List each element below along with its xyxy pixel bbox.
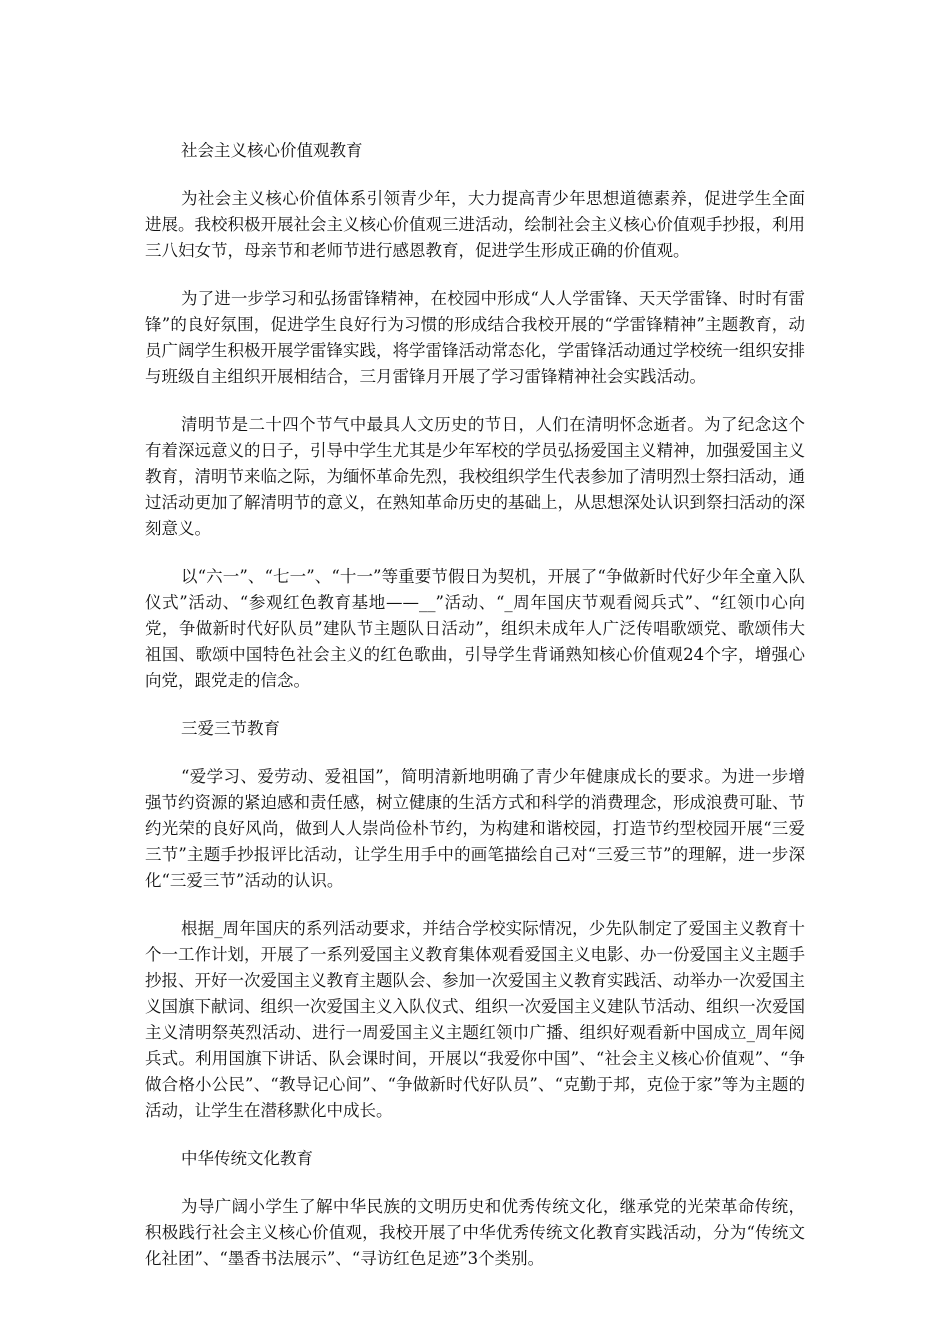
section-heading-three-loves: 三爱三节教育 [181, 719, 280, 738]
paragraph-festivals: 以“六一”、“七一”、“十一”等重要节假日为契机，开展了“争做新时代好少年全童入队仪式”活动、“参观红色教育基地——__”活动、“_周年国庆节观看阅兵式”、“红领巾心向党，争做新时代好队员”建队节主题队日活动”，组织未成年人广泛传唱歌颂党、歌颂伟大祖国、歌颂中国特色社会主义的红色歌曲，引导学生背诵熟知核心价值观24个字，增强心向党，跟党走的信念。 [145, 567, 805, 690]
paragraph-lei-feng: 为了进一步学习和弘扬雷锋精神，在校园中形成“人人学雷锋、天天学雷锋、时时有雷锋”的良好氛围，促进学生良好行为习惯的形成结合我校开展的“学雷锋精神”主题教育，动员广阔学生积极开展学雷锋实践，将学雷锋活动常态化，学雷锋活动通过学校统一组织安排与班级自主组织开展相结合，三月雷锋月开展了学习雷锋精神社会实践活动。 [145, 289, 805, 386]
paragraph-three-loves: “爱学习、爱劳动、爱祖国”，简明清新地明确了青少年健康成长的要求。为进一步增强节约资源的紧迫感和责任感，树立健康的生活方式和科学的消费理念，形成浪费可耻、节约光荣的良好风尚，做到人人崇尚俭朴节约，为构建和谐校园，打造节约型校园开展“三爱三节”主题手抄报评比活动，让学生用手中的画笔描绘自己对“三爱三节”的理解，进一步深化“三爱三节”活动的认识。 [145, 767, 805, 890]
section-heading-core-values: 社会主义核心价值观教育 [181, 141, 363, 160]
paragraph-patriotic-plan: 根据_周年国庆的系列活动要求，并结合学校实际情况，少先队制定了爱国主义教育十个一工作计划，开展了一系列爱国主义教育集体观看爱国主义电影、办一份爱国主义主题手抄报、开好一次爱国主义教育主题队会、参加一次爱国主义教育实践活、动举办一次爱国主义国旗下献词、组织一次爱国主义入队仪式、组织一次爱国主义建队节活动、组织一次爱国主义清明祭英烈活动、进行一周爱国主义主题红领巾广播、组织好观看新中国成立_周年阅兵式。利用国旗下讲话、队会课时间，开展以“我爱你中国”、“社会主义核心价值观”、“争做合格小公民”、“教导记心间”、“争做新时代好队员”、“克勤于邦，克俭于家”等为主题的活动，让学生在潜移默化中成长。 [145, 919, 805, 1120]
document-page [145, 130, 805, 1294]
paragraph-qingming: 清明节是二十四个节气中最具人文历史的节日，人们在清明怀念逝者。为了纪念这个有着深远意义的日子，引导中学生尤其是少年军校的学员弘扬爱国主义精神，加强爱国主义教育，清明节来临之际，为缅怀革命先烈，我校组织学生代表参加了清明烈士祭扫活动，通过活动更加了解清明节的意义，在熟知革命历史的基础上，从思想深处认识到祭扫活动的深刻意义。 [145, 415, 805, 538]
section-heading-traditional-culture: 中华传统文化教育 [181, 1149, 313, 1168]
paragraph-traditional-culture: 为导广阔小学生了解中华民族的文明历史和优秀传统文化，继承党的光荣革命传统，积极践行社会主义核心价值观，我校开展了中华优秀传统文化教育实践活动，分为“传统文化社团”、“墨香书法展示”、“寻访红色足迹”3个类别。 [145, 1197, 805, 1268]
paragraph-core-values-intro: 为社会主义核心价值体系引领青少年，大力提高青少年思想道德素养，促进学生全面进展。我校积极开展社会主义核心价值观三进活动，绘制社会主义核心价值观手抄报，利用三八妇女节，母亲节和老师节进行感恩教育，促进学生形成正确的价值观。 [145, 189, 805, 260]
